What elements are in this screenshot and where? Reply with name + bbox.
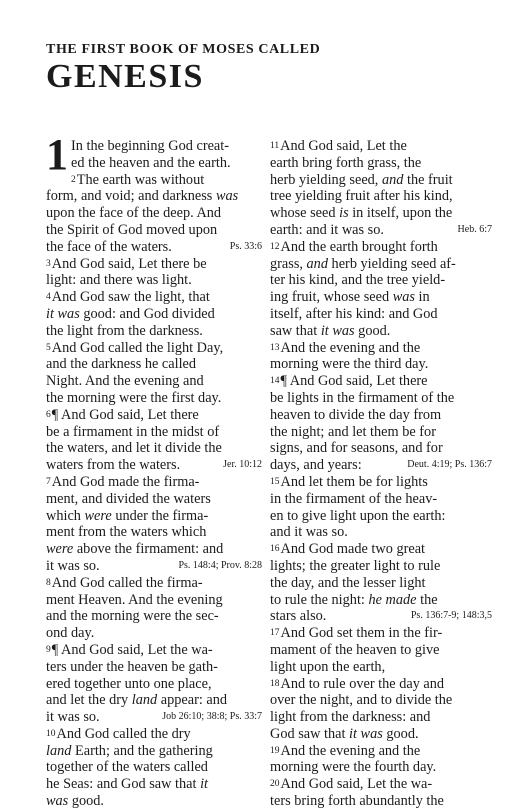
verse-number: 7: [46, 476, 51, 487]
verse-number: 11: [270, 141, 280, 151]
italic-word: he made: [368, 591, 417, 608]
text-line: herb yielding seed, and the fruit: [270, 171, 453, 188]
verse-number: 14: [270, 376, 280, 387]
text-line: ond day.: [46, 625, 95, 642]
italic-word: it was: [349, 725, 383, 742]
verse-number: 2: [71, 174, 76, 185]
text-line: Night. And the evening and: [46, 373, 204, 390]
text-line: it was good: and God divided: [46, 305, 215, 322]
text-line: ters bring forth abundantly the: [270, 793, 444, 810]
italic-word: and: [381, 171, 404, 188]
text-line: over the night, and to divide the: [270, 692, 453, 709]
text-line: in the firmament of the heav-: [270, 490, 438, 507]
text-line: it was so. Job 26:10; 38:8; Ps. 33:7: [46, 709, 262, 726]
text-line: tree yielding fruit after his kind,: [270, 188, 453, 205]
text-line: In the beginning God creat-: [71, 138, 230, 154]
text-line: light upon the earth,: [270, 658, 386, 675]
italic-word: is: [339, 205, 349, 222]
text-line: 11And God said, Let the: [270, 138, 407, 154]
text-line: light: and there was light.: [46, 272, 192, 289]
text-line: 12And the earth brought forth: [270, 238, 438, 255]
text-line: earth: and it was so. Heb. 6:7: [270, 221, 492, 238]
verse-number: 8: [46, 577, 51, 588]
cross-reference: Deut. 4:19; Ps. 136:7: [407, 459, 492, 471]
text-line: it was so. Ps. 148:4; Prov. 8:28: [46, 557, 262, 574]
text-line: God saw that it was good.: [270, 725, 419, 742]
cross-reference: Jer. 10:12: [223, 459, 262, 471]
text-line: en to give light upon the earth:: [270, 507, 446, 524]
verse-number: 18: [270, 678, 280, 689]
cross-reference: Job 26:10; 38:8; Ps. 33:7: [162, 711, 262, 723]
text-line: 14¶ And God said, Let there: [270, 373, 428, 390]
text-line: he Seas: and God saw that it: [46, 776, 209, 793]
text-line: was good.: [46, 793, 104, 810]
chapter-number: 1: [46, 130, 68, 179]
text-line: and it was so.: [270, 524, 348, 541]
italic-word: were: [46, 541, 74, 558]
text-line: be a firmament in the midst of: [46, 423, 220, 440]
italic-word: land: [131, 692, 158, 709]
text-line: earth bring forth grass, the: [270, 154, 422, 171]
cross-reference: Ps. 136:7-9; 148:3,5: [410, 610, 492, 622]
text-line: 5And God called the light Day,: [46, 339, 224, 356]
text-line: light from the darkness: and: [270, 709, 431, 726]
text-line: upon the face of the deep. And: [46, 205, 222, 222]
text-line: 3And God said, Let there be: [46, 255, 207, 272]
text-line: were above the firmament: and: [46, 541, 224, 558]
italic-word: and: [306, 255, 328, 272]
italic-word: it: [200, 776, 209, 793]
text-line: waters from the waters. Jer. 10:12: [46, 457, 262, 474]
text-line: to rule the night: he made the: [270, 591, 438, 608]
text-line: stars also. Ps. 136:7-9; 148:3,5: [270, 608, 492, 625]
text-line: form, and void; and darkness was: [46, 188, 239, 205]
verse-number: 16: [270, 544, 280, 555]
text-line: 4And God saw the light, that: [46, 289, 210, 306]
text-line: ment from the waters which: [46, 524, 207, 541]
cross-reference: Heb. 6:7: [457, 223, 492, 235]
text-line: 18And to rule over the day and: [270, 675, 445, 692]
text-line: ed the heaven and the earth.: [71, 154, 231, 171]
text-line: the waters, and let it divide the: [46, 440, 222, 457]
text-line: 20And God said, Let the wa-: [270, 776, 433, 793]
text-line: ing fruit, whose seed was in: [270, 289, 430, 306]
text-line: morning were the third day.: [270, 356, 429, 373]
text-line: and the morning were the sec-: [46, 608, 219, 625]
text-line: ter his kind, and the tree yield-: [270, 272, 446, 289]
text-line: 7And God made the firma-: [46, 473, 200, 490]
verse-number: 3: [46, 258, 51, 269]
text-line: signs, and for seasons, and for: [270, 440, 443, 457]
book-subtitle: THE FIRST BOOK OF MOSES CALLED: [46, 42, 321, 57]
verse-number: 12: [270, 241, 280, 252]
verse-number: 6: [46, 409, 51, 420]
italic-word: it was: [320, 322, 355, 339]
text-line: whose seed is in itself, upon the: [270, 205, 453, 222]
text-line: heaven to divide the day from: [270, 406, 442, 423]
text-line: land Earth; and the gathering: [46, 742, 213, 759]
text-line: together of the waters called: [46, 759, 208, 776]
italic-word: it was: [46, 305, 80, 322]
text-line: 8And God called the firma-: [46, 574, 203, 591]
text-line: which were under the firma-: [46, 507, 209, 524]
text-line: lights; the greater light to rule: [270, 557, 441, 574]
verse-number: 20: [270, 779, 280, 790]
text-line: ered together unto one place,: [46, 675, 212, 692]
verse-number: 10: [46, 728, 56, 739]
verse-number: 5: [46, 342, 51, 353]
text-line: 9¶ And God said, Let the wa-: [46, 641, 213, 658]
text-line: 2The earth was without: [71, 171, 205, 188]
text-line: morning were the fourth day.: [270, 759, 437, 776]
text-line: and let the dry land appear: and: [46, 692, 228, 709]
verse-number: 17: [270, 628, 280, 639]
text-line: days, and years: Deut. 4:19; Ps. 136:7: [270, 457, 492, 474]
text-line: 19And the evening and the: [270, 742, 421, 759]
italic-word: was: [46, 793, 69, 810]
text-line: 13And the evening and the: [270, 339, 421, 356]
italic-word: were: [84, 507, 112, 524]
text-line: itself, after his kind: and God: [270, 305, 438, 322]
italic-word: was: [392, 289, 415, 306]
text-line: the morning were the first day.: [46, 389, 222, 406]
cross-reference: Ps. 33:6: [229, 240, 262, 252]
text-line: and the darkness he called: [46, 356, 197, 373]
cross-reference: Ps. 148:4; Prov. 8:28: [178, 559, 262, 571]
text-line: mament of the heaven to give: [270, 641, 440, 658]
verse-number: 4: [46, 292, 51, 303]
text-line: the face of the waters. Ps. 33:6: [46, 238, 262, 255]
text-line: the day, and the lesser light: [270, 574, 426, 591]
italic-word: land: [46, 742, 72, 759]
text-line: ment, and divided the waters: [46, 490, 211, 507]
text-line: saw that it was good.: [270, 322, 391, 339]
text-line: be lights in the firmament of the: [270, 389, 455, 406]
text-line: ters under the heaven be gath-: [46, 658, 218, 675]
right-column: [270, 138, 492, 810]
italic-word: was: [215, 188, 239, 205]
verse-number: 9: [46, 644, 51, 655]
text-line: ment Heaven. And the evening: [46, 591, 223, 608]
left-column: [46, 130, 262, 810]
verse-number: 15: [270, 476, 280, 487]
verse-number: 13: [270, 342, 280, 353]
text-line: the light from the darkness.: [46, 322, 203, 339]
text-line: the Spirit of God moved upon: [46, 221, 218, 238]
text-line: 10And God called the dry: [46, 725, 191, 742]
text-line: 6¶ And God said, Let there: [46, 406, 199, 423]
text-line: the night; and let them be for: [270, 423, 436, 440]
text-line: 15And let them be for lights: [270, 473, 428, 490]
verse-number: 19: [270, 745, 280, 756]
book-title: GENESIS: [46, 58, 204, 95]
text-line: grass, and herb yielding seed af-: [270, 255, 456, 272]
text-line: 17And God set them in the fir-: [270, 625, 443, 642]
text-line: 16And God made two great: [270, 541, 426, 558]
